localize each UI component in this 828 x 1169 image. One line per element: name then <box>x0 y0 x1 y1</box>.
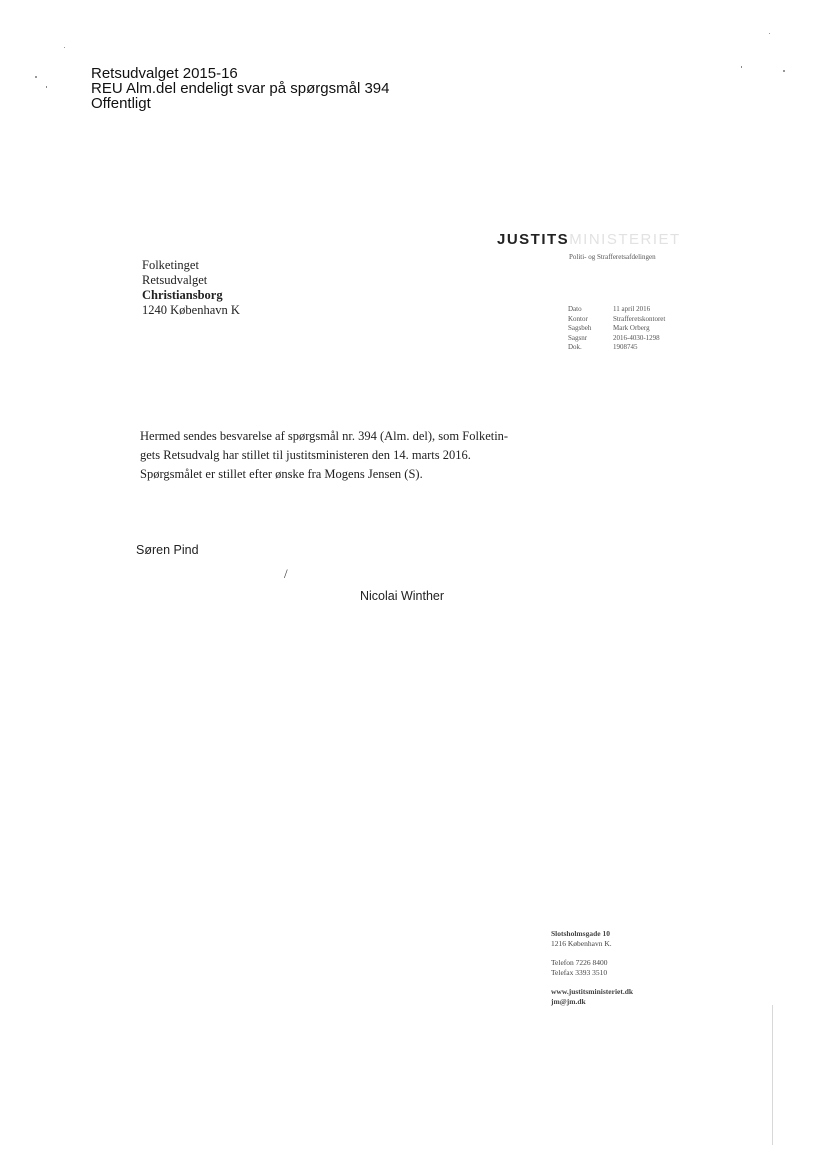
meta-value: Strafferetskontoret <box>613 314 666 323</box>
scan-speck <box>769 33 770 34</box>
scan-speck <box>741 66 742 68</box>
scan-speck <box>783 70 785 72</box>
meta-key: Kontor <box>568 314 588 323</box>
meta-row-office <box>568 315 665 325</box>
scan-speck <box>64 47 65 48</box>
body-line-3: Spørgsmålet er stillet efter ønske fra Mogens Jensen (S). <box>140 467 423 481</box>
meta-row-date <box>568 305 665 315</box>
meta-value: 11 april 2016 <box>613 305 651 313</box>
body-line-1: Hermed sendes besvarelse af spørgsmål nr. 394 (Alm. del), som Folketin- <box>140 429 509 443</box>
meta-row-case-number <box>568 334 665 344</box>
meta-row-document <box>568 343 665 353</box>
logo-strong-text: JUSTITS <box>497 231 570 248</box>
letter-metadata <box>568 305 665 353</box>
meta-value: 1908745 <box>613 343 638 351</box>
recipient-address <box>142 258 240 318</box>
footer-spacer <box>551 948 633 958</box>
scan-speck <box>46 86 47 88</box>
footer-address-2: 1216 København K. <box>551 938 612 948</box>
header-stamp <box>91 66 389 111</box>
meta-key: Dato <box>568 305 582 313</box>
document-reference-line: REU Alm.del endeligt svar på spørgsmål 394 <box>91 80 390 97</box>
scan-speck <box>35 76 37 78</box>
meta-key: Sagsnr <box>568 333 588 342</box>
ministry-contact-footer <box>551 929 633 1006</box>
ministry-logo <box>497 231 681 248</box>
meta-key: Dok. <box>568 343 582 351</box>
minister-signature: Søren Pind <box>136 543 199 557</box>
footer-website: www.justitsministeriet.dk <box>551 987 634 996</box>
department-name: Politi- og Strafferetsafdelingen <box>569 253 656 261</box>
official-signature: Nicolai Winther <box>360 589 445 603</box>
footer-spacer <box>551 977 633 987</box>
committee-line: Retsudvalget 2015-16 <box>91 65 238 82</box>
meta-value: 2016-4030-1298 <box>613 333 660 342</box>
footer-address-1: Slotsholmsgade 10 <box>551 929 610 938</box>
scan-artifact-line <box>772 1005 773 1145</box>
recipient-line-4: 1240 København K <box>142 303 240 317</box>
footer-phone: Telefon 7226 8400 <box>551 958 608 967</box>
logo-faded-text: MINISTERIET <box>569 231 681 248</box>
recipient-line-1: Folketinget <box>142 258 199 272</box>
body-line-2: gets Retsudvalg har stillet til justitsministeren den 14. marts 2016. <box>140 448 471 462</box>
footer-email: jm@jm.dk <box>551 996 586 1006</box>
recipient-line-2: Retsudvalget <box>142 273 208 287</box>
meta-row-caseworker <box>568 324 665 334</box>
meta-value: Mark Orberg <box>613 324 650 332</box>
meta-key: Sagsbeh <box>568 324 592 332</box>
footer-fax: Telefax 3393 3510 <box>551 967 608 977</box>
signature-slash: / <box>284 566 288 581</box>
public-status-line: Offentligt <box>91 95 151 112</box>
recipient-line-3: Christiansborg <box>142 288 223 302</box>
letter-body <box>140 427 560 484</box>
